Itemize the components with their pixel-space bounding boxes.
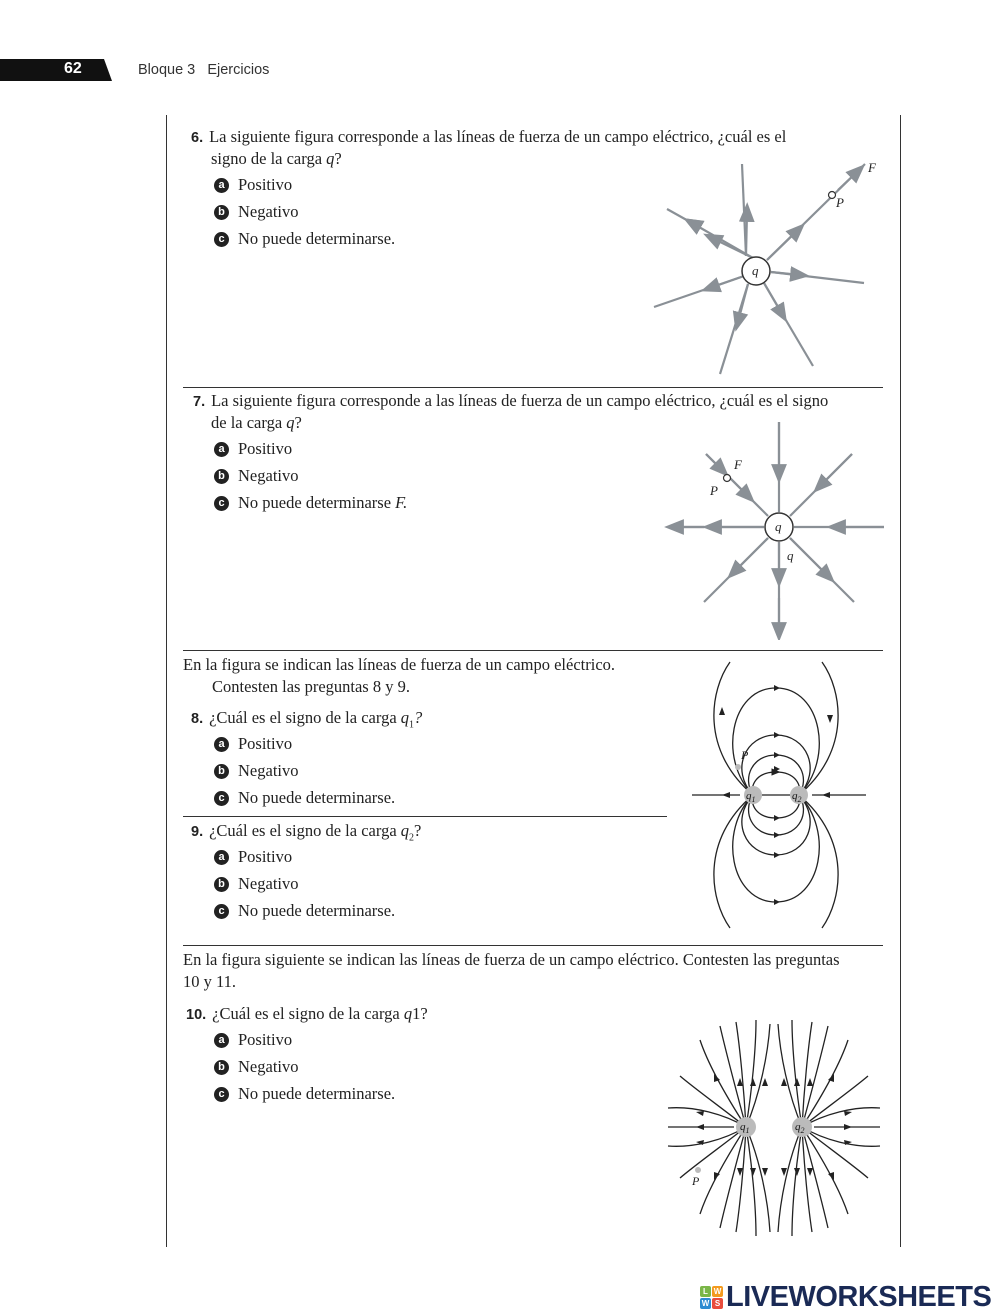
charge-below-label: q bbox=[787, 548, 794, 563]
right-margin-rule bbox=[900, 115, 901, 1247]
intro-line bbox=[183, 676, 615, 698]
charge-q1-letter: q bbox=[740, 1121, 746, 1133]
figure-q6-field-lines bbox=[640, 150, 880, 382]
option-label: No puede determinarse. bbox=[238, 901, 396, 920]
field-lines bbox=[692, 662, 866, 928]
figure-q7-field-lines bbox=[664, 418, 888, 640]
q8-option-a[interactable] bbox=[214, 734, 292, 754]
question-10 bbox=[186, 1003, 428, 1026]
liveworksheets-logo[interactable] bbox=[700, 1281, 991, 1314]
option-bullet-a: a bbox=[214, 1033, 229, 1048]
question-6-line2 bbox=[211, 148, 342, 170]
option-bullet-c: c bbox=[214, 904, 229, 919]
intro-line: En la figura siguiente se indican las líneas de fuerza de un campo eléctrico. Contesten las preguntas bbox=[183, 950, 840, 969]
option-label: Negativo bbox=[238, 202, 299, 221]
q10-option-c[interactable] bbox=[214, 1084, 395, 1104]
question-9 bbox=[191, 820, 421, 849]
option-bullet-b: b bbox=[214, 764, 229, 779]
option-extra: F. bbox=[395, 493, 408, 512]
question-text: signo de la carga bbox=[211, 149, 327, 168]
intro-line: En la figura se indican las líneas de fuerza de un campo eléctrico. bbox=[183, 655, 616, 674]
option-bullet-b: b bbox=[214, 205, 229, 220]
q9-option-c[interactable] bbox=[214, 901, 395, 921]
charge-variable: q bbox=[400, 708, 410, 727]
point-marker bbox=[724, 475, 731, 482]
charge-variable: q bbox=[403, 1004, 413, 1023]
q8-option-b[interactable] bbox=[214, 761, 298, 781]
charge-subscript: 2 bbox=[409, 832, 415, 844]
q10-option-b[interactable] bbox=[214, 1057, 298, 1077]
option-label: Positivo bbox=[238, 439, 293, 458]
q6-option-a[interactable] bbox=[214, 175, 292, 195]
option-bullet-a: a bbox=[214, 442, 229, 457]
question-mark: ? bbox=[294, 413, 302, 432]
question-7 bbox=[193, 390, 828, 413]
logo-icon-grid bbox=[700, 1286, 723, 1309]
question-text: de la carga bbox=[211, 413, 287, 432]
question-text: ¿Cuál es el signo de la carga bbox=[209, 708, 401, 727]
option-bullet-c: c bbox=[214, 232, 229, 247]
intro-8-9 bbox=[183, 654, 615, 698]
q8-option-c[interactable] bbox=[214, 788, 395, 808]
option-bullet-c: c bbox=[214, 791, 229, 806]
charge-subscript: 1 bbox=[409, 719, 415, 731]
point-marker bbox=[829, 192, 836, 199]
charge-label: q bbox=[775, 519, 782, 534]
option-label: Negativo bbox=[238, 466, 299, 485]
option-bullet-b: b bbox=[214, 469, 229, 484]
question-number: 8. bbox=[191, 711, 204, 727]
intro-line: 10 y 11. bbox=[183, 972, 237, 991]
question-text: La siguiente figura corresponde a las líneas de fuerza de un campo eléctrico, ¿cuál es el bbox=[209, 127, 787, 146]
divider-9-10 bbox=[183, 945, 883, 946]
option-label: Positivo bbox=[238, 175, 293, 194]
point-label: P bbox=[692, 1174, 700, 1188]
charge-label: q bbox=[752, 263, 759, 278]
question-mark: ? bbox=[334, 149, 342, 168]
point-marker bbox=[695, 1167, 701, 1173]
charge-q2-sub: 2 bbox=[800, 1126, 805, 1135]
figure-dipole-field-lines bbox=[690, 660, 868, 930]
question-number: 6. bbox=[191, 130, 204, 146]
option-bullet-a: a bbox=[214, 850, 229, 865]
charge-q1-letter: q bbox=[746, 790, 752, 802]
question-text: ¿Cuál es el signo de la carga bbox=[212, 1004, 404, 1023]
page-number: 62 bbox=[64, 60, 82, 77]
logo-text: LIVEWORKSHEETS bbox=[726, 1281, 992, 1313]
q6-option-b[interactable] bbox=[214, 202, 298, 222]
q7-option-c[interactable] bbox=[214, 493, 407, 513]
charge-q1-sub: 1 bbox=[745, 1126, 750, 1135]
question-tail: 1? bbox=[412, 1004, 428, 1023]
q7-option-b[interactable] bbox=[214, 466, 298, 486]
option-label: No puede determinarse. bbox=[238, 1084, 396, 1103]
charge-variable: q bbox=[286, 413, 295, 432]
question-7-line2 bbox=[211, 412, 302, 434]
charge-q2-letter: q bbox=[792, 790, 798, 802]
q10-option-a[interactable] bbox=[214, 1030, 292, 1050]
logo-tile-blue: W bbox=[701, 1299, 710, 1308]
divider-8-9 bbox=[183, 816, 667, 817]
section-label: Bloque 3 bbox=[138, 62, 196, 78]
q9-option-a[interactable] bbox=[214, 847, 292, 867]
option-bullet-b: b bbox=[214, 877, 229, 892]
logo-tile-red: S bbox=[712, 1298, 723, 1309]
question-number: 7. bbox=[193, 394, 206, 410]
option-label: No puede determinarse. bbox=[238, 788, 396, 807]
charge-variable: q bbox=[326, 149, 335, 168]
option-label: Negativo bbox=[238, 1057, 299, 1076]
page-number-badge bbox=[0, 59, 112, 81]
divider-7-8 bbox=[183, 650, 883, 651]
logo-tile-orange: W bbox=[713, 1287, 722, 1296]
logo-tile-green: L bbox=[700, 1286, 711, 1297]
charge-variable: q bbox=[400, 821, 410, 840]
question-mark: ? bbox=[414, 821, 422, 840]
option-bullet-a: a bbox=[214, 737, 229, 752]
left-margin-rule bbox=[166, 115, 167, 1247]
option-bullet-c: c bbox=[214, 496, 229, 511]
option-label: Positivo bbox=[238, 734, 293, 753]
force-label: F bbox=[868, 160, 876, 175]
question-text: La siguiente figura corresponde a las líneas de fuerza de un campo eléctrico, ¿cuál es el signo bbox=[211, 391, 829, 410]
question-mark: ? bbox=[414, 708, 423, 727]
option-label: No puede determinarse. bbox=[238, 229, 396, 248]
charge-q2-letter: q bbox=[795, 1121, 801, 1133]
option-bullet-b: b bbox=[214, 1060, 229, 1075]
question-text: ¿Cuál es el signo de la carga bbox=[209, 821, 401, 840]
option-bullet-a: a bbox=[214, 178, 229, 193]
option-label: Negativo bbox=[238, 761, 299, 780]
option-label: Positivo bbox=[238, 847, 293, 866]
option-label: Positivo bbox=[238, 1030, 293, 1049]
point-label: P bbox=[836, 195, 844, 210]
intro-10-11 bbox=[183, 949, 840, 993]
option-label: Negativo bbox=[238, 874, 299, 893]
divider-6-7 bbox=[183, 387, 883, 388]
point-label: P bbox=[741, 748, 749, 762]
charge-q2-sub: 2 bbox=[797, 795, 802, 804]
subsection-label: Ejercicios bbox=[207, 62, 270, 78]
figure-like-charges-field-lines bbox=[664, 1018, 884, 1240]
force-label: F bbox=[734, 457, 742, 472]
point-label: P bbox=[710, 483, 718, 498]
charge-q1-sub: 1 bbox=[751, 795, 756, 804]
q9-option-b[interactable] bbox=[214, 874, 298, 894]
point-marker bbox=[735, 764, 741, 770]
intro-text: Contesten las preguntas 8 y 9. bbox=[212, 677, 410, 696]
running-header bbox=[138, 62, 269, 78]
q6-option-c[interactable] bbox=[214, 229, 395, 249]
question-8 bbox=[191, 707, 422, 736]
option-label: No puede determinarse bbox=[238, 493, 396, 512]
q7-option-a[interactable] bbox=[214, 439, 292, 459]
question-number: 9. bbox=[191, 824, 204, 840]
question-number: 10. bbox=[186, 1007, 207, 1023]
question-6 bbox=[191, 126, 786, 149]
option-bullet-c: c bbox=[214, 1087, 229, 1102]
